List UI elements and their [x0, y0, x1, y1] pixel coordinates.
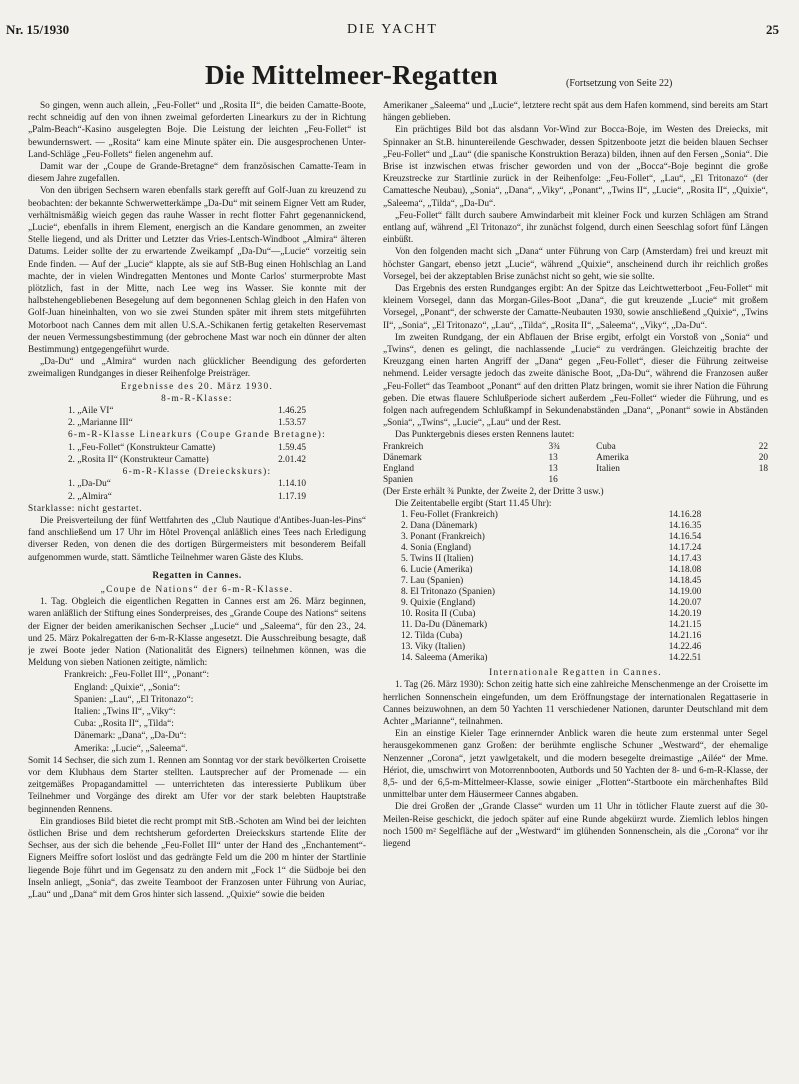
article-title: Die Mittelmeer-Regatten: [205, 60, 498, 90]
table-cell: Spanien: [383, 474, 413, 485]
table-cell: 7. Lau (Spanien): [401, 576, 464, 587]
table-cell: 6. Lucie (Amerika): [401, 565, 473, 576]
points-heading: Das Punktergebnis dieses ersten Rennens lautet:: [395, 430, 575, 441]
result-time: 1.46.25: [278, 406, 306, 417]
result-row: [28, 491, 366, 503]
result-time: 2.01.42: [278, 454, 306, 465]
table-cell: 3¾: [548, 441, 561, 452]
table-cell: [596, 475, 730, 486]
table-cell: 14.21.16: [668, 631, 702, 642]
result-row: [28, 442, 366, 454]
nation-entry: Cuba: „Rosita II“, „Tilda“:: [74, 719, 174, 730]
table-row: [401, 609, 701, 620]
paragraph: Das Ergebnis des ersten Rundganges ergibt: An der Spitze das Leichtwetterboot „Feu-Follet“ mit kleinem Vorsegel, dann das Morgan-Giles-Boot „Dana“, die gut kreuzende „Lucie“ mit großem Vorsegel, „Ponant“, der schwerste der Camatte-Neubauten 1930, sowie anschließend „Quixie“, „Twins II“, „Sonia“, „El Tritonazo“, „Lau“, „Tilda“, „Rosita II“, „Saleema“, „Viky“, „Da-Du“.: [383, 284, 768, 331]
table-cell: [730, 475, 768, 486]
table-row: [401, 510, 701, 521]
table-cell: 13: [548, 463, 558, 474]
paragraph: „Feu-Follet“ fällt durch saubere Amwindarbeit mit kleiner Fock und kurzen Schlägen am Strand entlang auf, während „El Tritonazo“, ihr zunächst folgend, durch einen Seeschlag sofort fünf Längen einbüßt.: [383, 210, 768, 246]
points-table: [383, 442, 768, 486]
paragraph: 1. Tag. Obgleich die eigentlichen Regatten in Cannes erst am 26. März beginnen, waren anläßlich der Stiftung eines Sonderpreises, des „Grande Coupe des Nations“ seitens der Eigner der beiden amerikanischen Sechser „Lucie“ und „Saleema“, für den 23., 24. und 25. März Pokalregatten der 6-m-R-Klasse angesetzt. Die Ausschreibung besagte, daß je zwei Boote jeder Nation (Nationalität des Eigners) teilnehmen können, was die Meldung von sieben Nationen zeitigte, nämlich:: [28, 597, 366, 669]
table-cell: Cuba: [596, 441, 616, 452]
table-row: [401, 565, 701, 576]
table-row: [383, 475, 768, 486]
table-row: [383, 464, 768, 475]
nation-entry: Italien: „Twins II“, „Viky“:: [74, 706, 176, 717]
table-cell: 16: [548, 474, 558, 485]
table-cell: 10. Rosita II (Cuba): [401, 609, 476, 620]
class-heading: 6-m-R-Klasse Linearkurs (Coupe Grande Bretagne):: [67, 430, 327, 441]
times-heading: Die Zeitentabelle ergibt (Start 11.45 Uhr):: [395, 498, 552, 509]
table-row: [401, 532, 701, 543]
table-cell: 14.18.08: [668, 565, 702, 576]
table-row: [401, 543, 701, 554]
table-cell: 14. Saleema (Amerika): [401, 653, 488, 664]
table-cell: 22: [758, 441, 768, 452]
table-cell: 14.21.15: [668, 620, 702, 631]
table-cell: 14.22.46: [668, 642, 702, 653]
table-cell: 13: [548, 452, 558, 463]
result-time: 1.17.19: [278, 491, 306, 502]
table-row: [401, 598, 701, 609]
result-row: [28, 478, 366, 490]
paragraph: Von den folgenden macht sich „Dana“ unter Führung von Carp (Amsterdam) frei und kreuzt mit höchster Gangart, ebenso jetzt „Lucie“, während „Quixie“, anscheinend durch ihr reichlich großes Vorsegel, bei der akzeptablen Brise zunächst nicht so geht, wie sie sollte.: [383, 247, 768, 282]
nation-entry: England: „Quixie“, „Sonia“:: [74, 682, 181, 693]
times-table: [401, 510, 701, 664]
table-row: [401, 653, 701, 664]
table-cell: 1. Feu-Follet (Frankreich): [401, 510, 498, 521]
results-heading: Ergebnisse des 20. März 1930.: [120, 381, 274, 392]
table-cell: 11. Da-Du (Dänemark): [401, 620, 488, 631]
paragraph: Von den übrigen Sechsern waren ebenfalls stark gerefft auf Golf-Juan zu kreuzend zu beobachten: der bekannte Schwerwetterkämpe „Da-Du“ mit seinem Eigner Vett am Ruder, verhältnismäßig wieich gegen das rauhe Wasser in recht flotter Fahrt gegenannickend, „Lucie“, ebenfalls in ihrem Element, energisch an die Kandare genommen, an zweiter Stelle liegend, und als Dritter und Letzter das Vries-Lentsch-Windboot „Almira“ älteren Datums. Leider sollte der zu erwartende Zweikampf „Da-Du“—„Lucie“ vorzeitig sein Ende finden. — Auf der „Lucie“ klappte, als sie auf StB-Bug einen Hohlschlag an Land machte, der in vielen Windregatten Mentones und Monte Carlos' sturmerprobte Mast plötzlich, fast in der Mitte, nach Lee weg ins Wasser. Sie konnte mit der halbstehengebliebenen Besegelung auf dem begonnenen Schlag gleich in den Hafen von Golf-Juan hineinhalten, von wo sie zwei Stunden später mit ihrem stets mitgeführten Motorboot nach Cannes dem mit allen U.S.A.-Schikanen fertig getakelten Reservemast der neuen Vermessungsbestimmung (der gebrochene Mast war noch ein dünner der alten Bestimmung) entgegengeführt wurde.: [28, 186, 366, 356]
paragraph: So gingen, wenn auch allein, „Feu-Follet“ und „Rosita II“, die beiden Camatte-Boote, recht schneidig auf den von ihnen zweimal geforderten Linearkurs zu der in Richtung „Palm-Beach“-Kasino ausgelegten Boje. Die Leistung der leichten „Feu-Follet“ ist bewundernswert. — „Rosita“ kam eine Minute später ein. Die ausgesprochenen Unter-Land-Schläge „Feu-Follets“ fielen angenehm auf.: [28, 101, 366, 160]
paragraph: Die drei Großen der „Grande Classe“ wurden um 11 Uhr in tötlicher Flaute zuerst auf die 30-Meilen-Reise geschickt, die jedoch später auf eine Runde abgekürzt wurde. Ziemlich leblos hingen noch 1500 m² Segelfläche auf der „Westward“ im glühenden Sonnenschein, als die „Corona“ vor ihr liegend: [383, 802, 768, 849]
event-heading: „Coupe de Nations“ der 6-m-R-Klasse.: [100, 584, 294, 595]
paragraph: Ein prächtiges Bild bot das alsdann Vor-Wind zur Bocca-Boje, im Westen des Dreiecks, mit Spinnaker an St.B. hinuntereilende Geschwader, dessen Spitzenboote jetzt die beiden blauen Sechser „Feu-Follet“ und „Lau“ (die spanische Konstruktion Beraza) bilden, ihnen auf den Fersen „Sonia“. Die Brise ist inzwischen etwas frischer geworden und von der „Bocca“-Boje beginnt die große Kreuzstrecke zur Startlinie zurück in der Reihenfolge: „Feu-Follet“, „Lau“, „El Tritonazo“ (der Camattesche Neubau), „Sonia“, „Dana“, „Viky“, „Ponant“, „Twins II“, „Lucie“, „Rosita II“, „Quixie“, „Saleema“, „Tilda“, „Da-Du“.: [383, 125, 768, 209]
table-cell: 14.16.35: [668, 521, 702, 532]
table-row: [401, 576, 701, 587]
result-row: [28, 454, 366, 466]
table-cell: 20: [758, 452, 768, 463]
table-row: [401, 554, 701, 565]
paragraph: Amerikaner „Saleema“ und „Lucie“, letztere recht spät aus dem Hafen kommend, sind bereits am Start hängen geblieben.: [383, 101, 768, 124]
table-cell: 14.20.07: [668, 598, 702, 609]
column-right: [383, 100, 768, 1055]
result-place: 2. „Rosita II“ (Konstrukteur Camatte): [68, 454, 209, 465]
table-cell: 13. Viky (Italien): [401, 642, 466, 653]
table-row: [401, 521, 701, 532]
paragraph: Ein an einstige Kieler Tage erinnernder Anblick waren die heute zum erstenmal unter Segel herausgekommenen ganz Großen: der berühmte englische Schuner „Westward“, der ehemalige Nenzenner „Corona“, jetzt yawlgetakelt, und die modern besegelte dreimastige „Ailée“ der Mme. Hériot, die, umschwirrt von Motorrennbooten, Autbords und 50 Yachten der 8- und 6-m-R-Klasse, der 8,5- und der 6,5-m-Mittelmeer-Klasse, sowie einiger „Flotten“-Startboote ein märchenhaftes Bild unmittelbar unter dem Häusermeer Cannes abgaben.: [383, 729, 768, 801]
table-cell: 4. Sonia (England): [401, 543, 471, 554]
nation-entry: Dänemark: „Dana“, „Da-Du“:: [74, 731, 187, 742]
table-cell: Dänemark: [383, 452, 422, 463]
result-place: 1. „Aile VI“: [68, 406, 114, 417]
table-cell: 14.17.24: [668, 543, 702, 554]
paragraph: „Da-Du“ und „Almira“ wurden nach glücklicher Beendigung des geforderten zweimaligen Rundganges in dieser Reihenfolge Preisträger.: [28, 357, 366, 380]
table-cell: 14.20.19: [668, 609, 702, 620]
continuation-note: (Fortsetzung von Seite 22): [566, 78, 673, 89]
table-cell: Amerika: [596, 452, 629, 463]
table-cell: 14.19.00: [668, 587, 702, 598]
column-left: [28, 100, 366, 1055]
result-time: 1.53.57: [278, 418, 306, 429]
result-place: 1. „Feu-Follet“ (Konstrukteur Camatte): [68, 442, 216, 453]
table-row: [401, 642, 701, 653]
table-cell: 14.16.28: [668, 510, 702, 521]
nation-entry: Frankreich: „Feu-Follet III“, „Ponant“:: [64, 670, 210, 681]
class-heading: 8-m-R-Klasse:: [161, 393, 233, 404]
points-note: (Der Erste erhält ¾ Punkte, der Zweite 2, der Dritte 3 usw.): [383, 486, 604, 497]
nation-entry: Amerika: „Lucie“, „Saleema“.: [74, 743, 188, 754]
paragraph: Ein grandioses Bild bietet die recht prompt mit StB.-Schoten am Wind bei der leichten östlichen Brise und dem rechtsherum geforderten Dreieckskurs startende Elite der Sechser, aus der sich die behende „Feu-Follet III“ unter der Hand des „Enchantement“-Eigners Meiffre sofort loslöst und das gedrängte Feld um die 200 m hinter der Startlinie liegende Boje führt und im Gegensatz zu den andern mit „Fock 1“ die Südboje bei den Inseln anliegt, „Sonia“, das zweite Teamboot der Franzosen unter Führung von Auriac, „Lau“ und „Dana“ mit dem Gros hinter sich lassend. „Quixie“ sowie die beiden: [28, 816, 366, 900]
paragraph: 1. Tag (26. März 1930): Schon zeitig hatte sich eine zahlreiche Menschenmenge an der Croisette im herrlichen Sonnenschein eingefunden, um dem Eröffnungstage der internationalen Regattaserie in Cannes beizuwohnen, an dem 50 Yachten 11 verschiedener Nationen, darunter Deutschland mit dem Achter „Marianne“, teilnahmen.: [383, 680, 768, 727]
result-row: [28, 417, 366, 429]
table-cell: 18: [758, 463, 768, 474]
paragraph: Die Preisverteilung der fünf Wettfahrten des „Club Nautique d'Antibes-Juan-les-Pins“ fand anschließend um 17 Uhr im Hôtel Provençal anläßlich eines Tees nach Erledigung diverser Reden, von denen die des dortigen Bürgermeisters mit besonderem Beifall aufgenommen wurde, statt. Sämtliche Teilnehmer waren Gäste des Klubs.: [28, 515, 366, 563]
table-row: [383, 442, 768, 453]
table-cell: 2. Dana (Dänemark): [401, 521, 478, 532]
table-row: [383, 453, 768, 464]
result-time: 1.59.45: [278, 442, 306, 453]
section-heading: Regatten in Cannes.: [152, 570, 242, 581]
table-cell: 14.18.45: [668, 576, 702, 587]
table-cell: 3. Ponant (Frankreich): [401, 532, 485, 543]
table-cell: England: [383, 463, 414, 474]
table-cell: 14.22.51: [668, 653, 702, 664]
table-cell: 14.17.43: [668, 554, 702, 565]
table-row: [401, 587, 701, 598]
table-row: [401, 620, 701, 631]
running-header: [6, 22, 779, 42]
table-cell: 8. El Tritonazo (Spanien): [401, 587, 495, 598]
result-time: 1.14.10: [278, 479, 306, 490]
table-cell: 12. Tilda (Cuba): [401, 631, 463, 642]
result-place: 2. „Almira“: [68, 491, 112, 502]
table-cell: Frankreich: [383, 441, 424, 452]
table-cell: 14.16.54: [668, 532, 702, 543]
paragraph: Im zweiten Rundgang, der ein Abflauen der Brise ergibt, erfolgt ein Vorstoß von „Sonia“ und „Twins“, denen es gelingt, die nachlassende „Lucie“ zu verdrängen. Gleichzeitig brachte der Kreuzgang einen harten Angriff der „Dana“ gegen „Feu-Follet“, dieser die Führung zeitweise nehmend. Leider versagte jedoch das zweite dänische Boot, „Da-Du“, während die Franzosen außer „Feu-Follet“ das Teamboot „Ponant“ auf den dritten Platz bringen, womit sie ihrer Nation die Führung geben. Die etwas flauere Schlußperiode sichert außerdem „Feu-Follet“ wieder die Führung, und es folgen nach aufregendem Schlußkampf in Sekundenabständen „Dana“, „Ponant“ sowie in Abständen „Sonia“, „Twins“, „Lucie“, „Lau“ und der Rest.: [383, 332, 768, 429]
star-class-note: Starklasse: nicht gestartet.: [28, 503, 143, 514]
table-cell: 9. Quixie (England): [401, 598, 476, 609]
result-place: 2. „Marianne III“: [68, 418, 133, 429]
paragraph: Somit 14 Sechser, die sich zum 1. Rennen am Sonntag vor der stark bevölkerten Croisette vor dem Klubhaus dem Starter stellten. Lautsprecher auf der Promenade — ein zeitgemäßes Propagandamittel — unterrichteten das interessierte Publikum über Teilnehmer und Vorgänge des direkt am Ufer vor der stark belebten Hauptstraße beginnenden Rennens.: [28, 755, 366, 815]
class-heading: 6-m-R-Klasse (Dreieckskurs):: [122, 467, 272, 478]
section-heading: Internationale Regatten in Cannes.: [489, 668, 662, 679]
magazine-name: DIE YACHT: [347, 22, 438, 37]
result-row: [28, 405, 366, 417]
page-number: 25: [766, 22, 779, 37]
table-cell: 5. Twins II (Italien): [401, 554, 474, 565]
table-row: [401, 631, 701, 642]
result-place: 1. „Da-Du“: [68, 479, 111, 490]
paragraph: Damit war der „Coupe de Grande-Bretagne“ dem französischen Camatte-Team in diesem Jahre zugefallen.: [28, 162, 366, 185]
issue-number: Nr. 15/1930: [6, 22, 70, 37]
nation-entry: Spanien: „Lau“, „El Tritonazo“:: [74, 694, 194, 705]
table-cell: Italien: [596, 463, 620, 474]
